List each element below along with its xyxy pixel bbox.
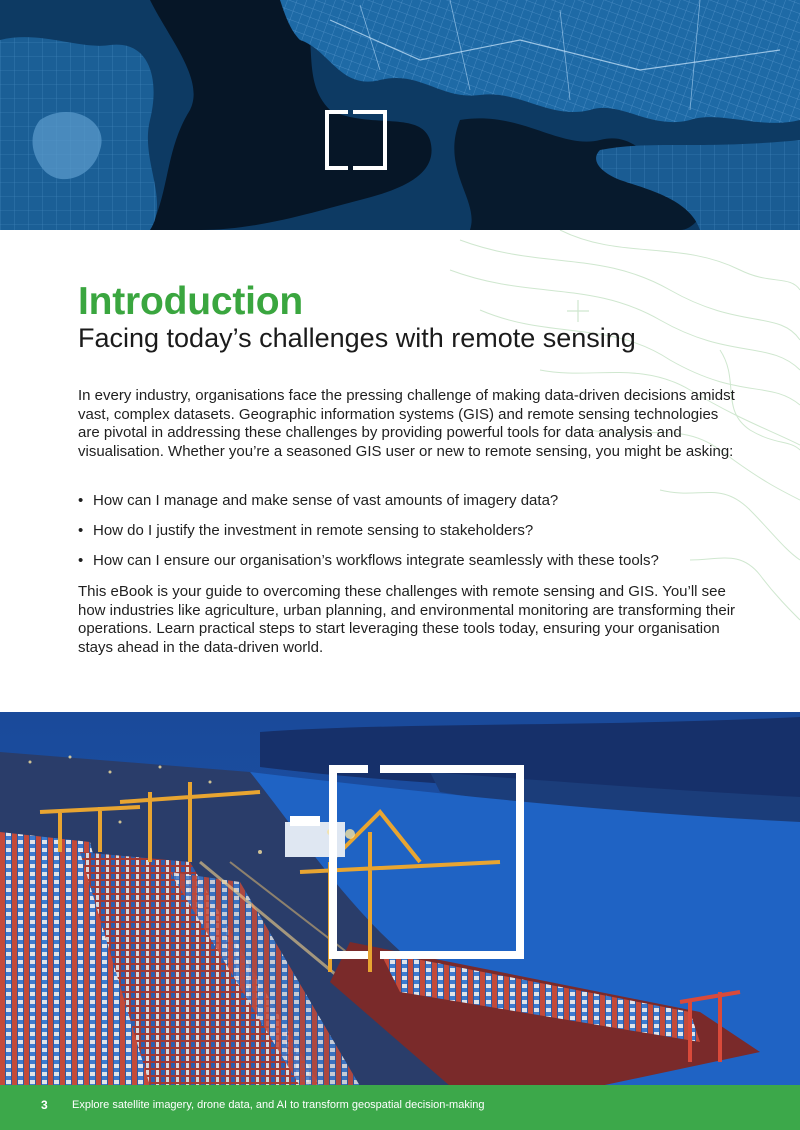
guide-paragraph: This eBook is your guide to overcoming these challenges with remote sensing and GIS. You’ll see how industries like agriculture, urban planning, and environmental monitoring are transforming their operations. Learn practical steps to start leveraging these tools today, ensuring your organisation stays ahead in the data-driven world. xyxy=(78,583,736,656)
list-item xyxy=(78,552,758,571)
page-number: 3 xyxy=(41,1098,48,1112)
introduction-section xyxy=(0,230,800,712)
page-footer xyxy=(0,1085,800,1130)
list-item-text: How can I manage and make sense of vast amounts of imagery data? xyxy=(93,492,559,509)
satellite-map-graphic xyxy=(0,0,800,230)
page-subtitle: Facing today’s challenges with remote sensing xyxy=(78,323,636,353)
bullet-icon: • xyxy=(78,551,84,569)
list-item xyxy=(78,492,758,511)
footer-tagline: Explore satellite imagery, drone data, and AI to transform geospatial decision-making xyxy=(72,1099,485,1111)
port-photo xyxy=(0,712,800,1086)
bullet-icon: • xyxy=(78,492,84,509)
page-title: Introduction xyxy=(78,280,304,323)
question-list xyxy=(78,492,758,582)
container-port-graphic xyxy=(0,712,800,1086)
list-item-text: How do I justify the investment in remote sensing to stakeholders? xyxy=(93,521,534,539)
satellite-header-image xyxy=(0,0,800,230)
crosshair-icon xyxy=(567,300,589,322)
list-item-text: How can I ensure our organisation’s workflows integrate seamlessly with these tools? xyxy=(93,551,659,569)
intro-paragraph: In every industry, organisations face the pressing challenge of making data-driven decisions amidst vast, complex datasets. Geographic information systems (GIS) and remote sensing technologies are pivotal in addressing these challenges by providing powerful tools for data analysis and visualisation. Whether you’re a seasoned GIS user or new to remote sensing, you might be asking: xyxy=(78,387,735,460)
list-item xyxy=(78,522,758,541)
bullet-icon: • xyxy=(78,521,84,539)
